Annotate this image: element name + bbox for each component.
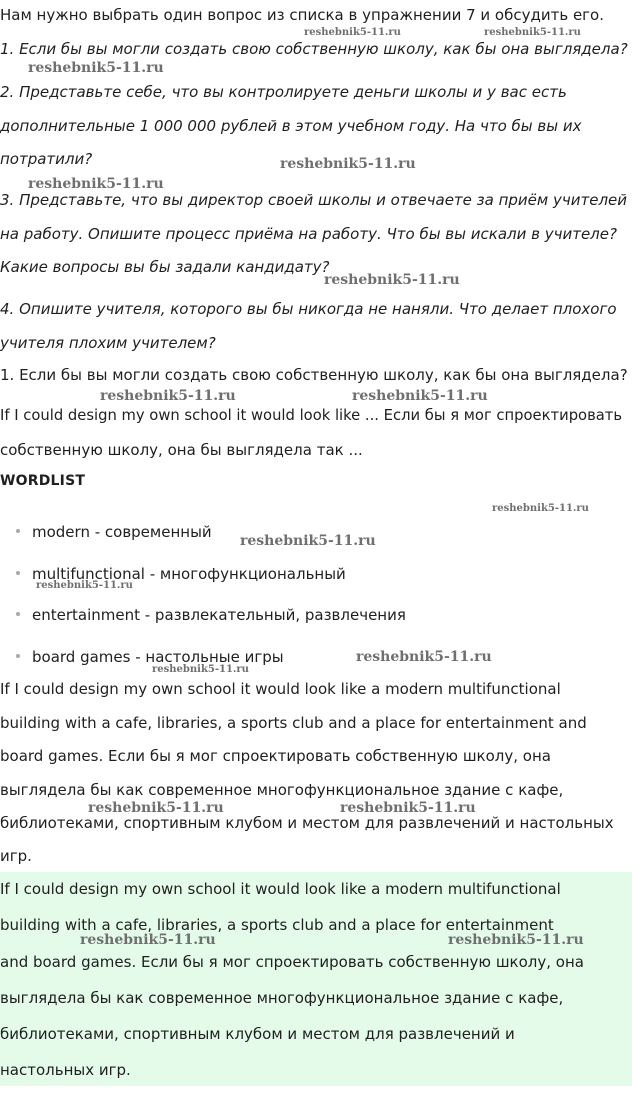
wordlist-heading: WORDLIST [0, 473, 86, 489]
answer-line: библиотеками, спортивным клубом и местом для развлечений и [0, 1025, 515, 1043]
body-line: board games. Если бы я мог спроектировать собственную школу, она [0, 747, 551, 765]
watermark: reshebnik5-11.ru [88, 800, 224, 816]
bullet-icon [16, 571, 20, 575]
watermark: reshebnik5-11.ru [352, 388, 488, 404]
answer-line: настольных игр. [0, 1061, 131, 1079]
template-line: собственную школу, она бы выглядела так ... [0, 441, 363, 459]
watermark: reshebnik5-11.ru [100, 388, 236, 404]
question-line: 3. Представьте, что вы директор своей школы и отвечаете за приём учителей [0, 191, 628, 209]
watermark: reshebnik5-11.ru [356, 649, 492, 665]
watermark: reshebnik5-11.ru [80, 932, 216, 948]
body-line: выглядела бы как современное многофункциональное здание с кафе, [0, 781, 564, 799]
body-line: игр. [0, 847, 32, 865]
watermark: reshebnik5-11.ru [324, 272, 460, 288]
body-line: building with a cafe, libraries, a sports club and a place for entertainment and [0, 714, 587, 732]
bullet-icon [16, 654, 20, 658]
answer-box [0, 872, 632, 1086]
question-line: Какие вопросы вы бы задали кандидату? [0, 258, 330, 276]
wordlist-item [16, 606, 406, 624]
question-line: 2. Представьте себе, что вы контролируете деньги школы и у вас есть [0, 83, 567, 101]
watermark: reshebnik5-11.ru [28, 176, 164, 192]
watermark: reshebnik5-11.ru [280, 156, 416, 172]
watermark: reshebnik5-11.ru [484, 27, 581, 38]
question-line: потратили? [0, 150, 93, 168]
body-line: If I could design my own school it would look like a modern multifunctional [0, 680, 561, 698]
answer-line: If I could design my own school it would look like a modern multifunctional [0, 880, 561, 898]
wordlist-item-text: multifunctional - многофункциональный [32, 565, 346, 583]
watermark: reshebnik5-11.ru [28, 60, 164, 76]
watermark: reshebnik5-11.ru [36, 580, 133, 591]
question-line: на работу. Опишите процесс приёма на работу. Что бы вы искали в учителе? [0, 225, 617, 243]
body-line: библиотеками, спортивным клубом и местом для развлечений и настольных [0, 814, 614, 832]
answer-line: выглядела бы как современное многофункциональное здание с кафе, [0, 989, 564, 1007]
wordlist-item-text: board games - настольные игры [32, 648, 284, 666]
wordlist-item-text: entertainment - развлекательный, развлечения [32, 606, 406, 624]
intro-text: Нам нужно выбрать один вопрос из списка в упражнении 7 и обсудить его. [0, 6, 604, 24]
wordlist-item [16, 523, 212, 541]
watermark: reshebnik5-11.ru [304, 27, 401, 38]
watermark: reshebnik5-11.ru [448, 932, 584, 948]
bullet-icon [16, 612, 20, 616]
answer-line: building with a cafe, libraries, a sports club and a place for entertainment [0, 916, 554, 934]
watermark: reshebnik5-11.ru [152, 664, 249, 675]
watermark: reshebnik5-11.ru [340, 800, 476, 816]
answer-line: and board games. Если бы я мог спроектировать собственную школу, она [0, 953, 584, 971]
watermark: reshebnik5-11.ru [492, 503, 589, 514]
bullet-icon [16, 529, 20, 533]
question-line: учителя плохим учителем? [0, 334, 216, 352]
question-line: 1. Если бы вы могли создать свою собственную школу, как бы она выглядела? [0, 40, 628, 58]
chosen-question: 1. Если бы вы могли создать свою собственную школу, как бы она выглядела? [0, 366, 628, 384]
question-line: дополнительные 1 000 000 рублей в этом учебном году. На что бы вы их [0, 117, 582, 135]
template-line: If I could design my own school it would look like ... Если бы я мог спроектировать [0, 407, 623, 424]
question-line: 4. Опишите учителя, которого вы бы никогда не наняли. Что делает плохого [0, 300, 617, 318]
watermark: reshebnik5-11.ru [240, 533, 376, 549]
wordlist-item-text: modern - современный [32, 523, 212, 541]
